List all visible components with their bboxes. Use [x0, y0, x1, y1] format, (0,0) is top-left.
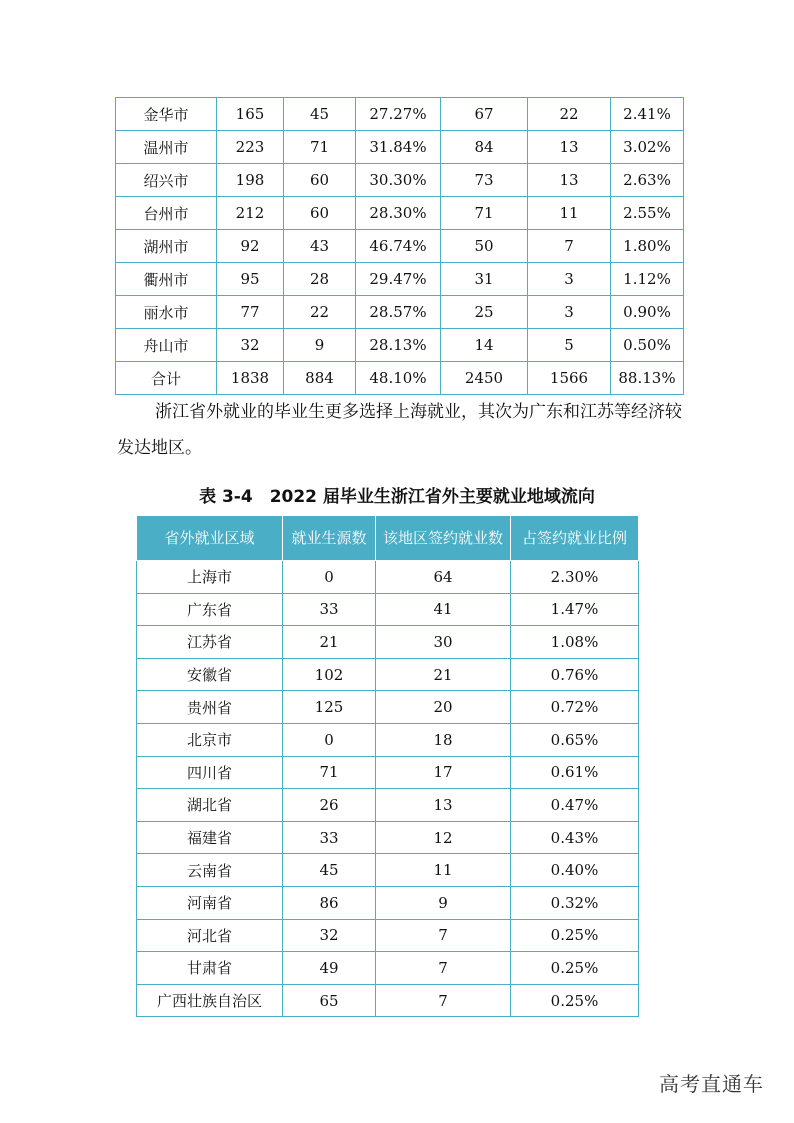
- table-cell: 3.02%: [611, 131, 684, 164]
- table-cell: 21: [376, 658, 511, 691]
- table-cell: 71: [283, 756, 376, 789]
- table-cell: 广东省: [137, 593, 283, 626]
- table-header-row: [137, 516, 639, 561]
- table-cell: 2.63%: [611, 164, 684, 197]
- table-cell: 92: [217, 230, 284, 263]
- table-row: [116, 164, 684, 197]
- table-cell: 台州市: [116, 197, 217, 230]
- table-cell: 0.90%: [611, 296, 684, 329]
- table-cell: 0.61%: [511, 756, 639, 789]
- table-cell: 30: [376, 626, 511, 659]
- table-cell: 北京市: [137, 723, 283, 756]
- table-cell: 2.55%: [611, 197, 684, 230]
- table-cell: 四川省: [137, 756, 283, 789]
- table-cell: 福建省: [137, 821, 283, 854]
- table-cell: 84: [441, 131, 528, 164]
- table-cell: 33: [283, 821, 376, 854]
- table-caption: 表 3-4 2022 届毕业生浙江省外主要就业地域流向: [199, 487, 595, 507]
- table-cell: 46.74%: [356, 230, 441, 263]
- table-row: [137, 723, 639, 756]
- table-cell: 884: [284, 362, 356, 395]
- table-cell: 31: [441, 263, 528, 296]
- table-cell: 28.30%: [356, 197, 441, 230]
- table-row: [116, 197, 684, 230]
- table-cell: 河北省: [137, 919, 283, 952]
- table-cell: 1566: [528, 362, 611, 395]
- table-cell: 0.43%: [511, 821, 639, 854]
- header-source-count: 就业生源数: [283, 516, 376, 561]
- table-cell: 舟山市: [116, 329, 217, 362]
- table-row: [116, 263, 684, 296]
- table-row: [116, 296, 684, 329]
- table-cell: 2450: [441, 362, 528, 395]
- table-cell: 1838: [217, 362, 284, 395]
- table-cell: 广西壮族自治区: [137, 984, 283, 1017]
- table-cell: 41: [376, 593, 511, 626]
- table-cell: 0.65%: [511, 723, 639, 756]
- header-signed-count: 该地区签约就业数: [376, 516, 511, 561]
- table-cell: 45: [283, 854, 376, 887]
- table-cell: 贵州省: [137, 691, 283, 724]
- table-cell: 26: [283, 789, 376, 822]
- table-cell: 21: [283, 626, 376, 659]
- table-cell: 102: [283, 658, 376, 691]
- table-row: [137, 886, 639, 919]
- table-row: [137, 626, 639, 659]
- header-region: 省外就业区域: [137, 516, 283, 561]
- table-row: [137, 691, 639, 724]
- table-cell: 7: [376, 952, 511, 985]
- table-cell: 11: [376, 854, 511, 887]
- table-cell: 0.25%: [511, 984, 639, 1017]
- table-cell: 2.30%: [511, 561, 639, 594]
- table-cell: 43: [284, 230, 356, 263]
- table-cell: 86: [283, 886, 376, 919]
- table-cell: 云南省: [137, 854, 283, 887]
- table-cell: 77: [217, 296, 284, 329]
- table-cell: 28.57%: [356, 296, 441, 329]
- table-cell: 河南省: [137, 886, 283, 919]
- table-cell: 0.32%: [511, 886, 639, 919]
- table-cell: 73: [441, 164, 528, 197]
- table-cell: 65: [283, 984, 376, 1017]
- table-row: [137, 789, 639, 822]
- table-row: [116, 98, 684, 131]
- table-row: [137, 561, 639, 594]
- table-cell: 0.47%: [511, 789, 639, 822]
- table-cell: 71: [284, 131, 356, 164]
- table-cell: 198: [217, 164, 284, 197]
- table-cell: 165: [217, 98, 284, 131]
- table-cell: 60: [284, 164, 356, 197]
- table-cell: 3: [528, 296, 611, 329]
- table-row: [116, 131, 684, 164]
- province-flow-table: [136, 515, 639, 1017]
- table-cell: 13: [376, 789, 511, 822]
- table-row: [116, 329, 684, 362]
- table-cell: 1.12%: [611, 263, 684, 296]
- table-row: [116, 230, 684, 263]
- table-cell: 71: [441, 197, 528, 230]
- table-cell: 2.41%: [611, 98, 684, 131]
- table-cell: 金华市: [116, 98, 217, 131]
- table-cell: 48.10%: [356, 362, 441, 395]
- table-cell: 32: [217, 329, 284, 362]
- table-cell: 安徽省: [137, 658, 283, 691]
- table-cell: 18: [376, 723, 511, 756]
- table-cell: 13: [528, 131, 611, 164]
- table-row: [116, 362, 684, 395]
- table-cell: 28.13%: [356, 329, 441, 362]
- header-signed-ratio: 占签约就业比例: [511, 516, 639, 561]
- table-cell: 67: [441, 98, 528, 131]
- table-cell: 甘肃省: [137, 952, 283, 985]
- table-cell: 223: [217, 131, 284, 164]
- table-cell: 江苏省: [137, 626, 283, 659]
- table-cell: 13: [528, 164, 611, 197]
- table-cell: 50: [441, 230, 528, 263]
- table-cell: 22: [528, 98, 611, 131]
- table-cell: 17: [376, 756, 511, 789]
- table-cell: 22: [284, 296, 356, 329]
- table-cell: 7: [376, 984, 511, 1017]
- table-row: [137, 984, 639, 1017]
- table-cell: 7: [376, 919, 511, 952]
- body-paragraph: 浙江省外就业的毕业生更多选择上海就业，其次为广东和江苏等经济较发达地区。: [117, 402, 682, 458]
- table-cell: 27.27%: [356, 98, 441, 131]
- table-row: [137, 756, 639, 789]
- table-cell: 0.25%: [511, 952, 639, 985]
- table-cell: 3: [528, 263, 611, 296]
- table-cell: 212: [217, 197, 284, 230]
- table-cell: 0.50%: [611, 329, 684, 362]
- table-cell: 60: [284, 197, 356, 230]
- table-cell: 30.30%: [356, 164, 441, 197]
- table-cell: 1.08%: [511, 626, 639, 659]
- table-cell: 9: [376, 886, 511, 919]
- table-cell: 0.25%: [511, 919, 639, 952]
- table-cell: 衢州市: [116, 263, 217, 296]
- table-cell: 湖北省: [137, 789, 283, 822]
- table-cell: 32: [283, 919, 376, 952]
- table-cell: 丽水市: [116, 296, 217, 329]
- table-cell: 7: [528, 230, 611, 263]
- table-cell: 88.13%: [611, 362, 684, 395]
- table-row: [137, 952, 639, 985]
- table-cell: 绍兴市: [116, 164, 217, 197]
- table-cell: 33: [283, 593, 376, 626]
- table-cell: 1.47%: [511, 593, 639, 626]
- table-cell: 0: [283, 561, 376, 594]
- table-cell: 湖州市: [116, 230, 217, 263]
- table-cell: 31.84%: [356, 131, 441, 164]
- table-cell: 0.72%: [511, 691, 639, 724]
- city-employment-table: [115, 97, 684, 395]
- table-cell: 上海市: [137, 561, 283, 594]
- table-cell: 0: [283, 723, 376, 756]
- table-cell: 125: [283, 691, 376, 724]
- table-cell: 11: [528, 197, 611, 230]
- table-row: [137, 821, 639, 854]
- table-cell: 49: [283, 952, 376, 985]
- table-cell: 12: [376, 821, 511, 854]
- table-row: [137, 854, 639, 887]
- table-cell: 25: [441, 296, 528, 329]
- table-row: [137, 593, 639, 626]
- table-cell: 45: [284, 98, 356, 131]
- table-cell: 5: [528, 329, 611, 362]
- table-cell: 1.80%: [611, 230, 684, 263]
- table-cell: 0.76%: [511, 658, 639, 691]
- table-row: [137, 658, 639, 691]
- table-cell: 64: [376, 561, 511, 594]
- watermark: 高考直通车: [659, 1072, 764, 1096]
- table-cell: 28: [284, 263, 356, 296]
- table-cell: 9: [284, 329, 356, 362]
- table-cell: 20: [376, 691, 511, 724]
- table-cell: 合计: [116, 362, 217, 395]
- table-row: [137, 919, 639, 952]
- table-cell: 14: [441, 329, 528, 362]
- table-cell: 29.47%: [356, 263, 441, 296]
- table-cell: 温州市: [116, 131, 217, 164]
- table-cell: 0.40%: [511, 854, 639, 887]
- table-cell: 95: [217, 263, 284, 296]
